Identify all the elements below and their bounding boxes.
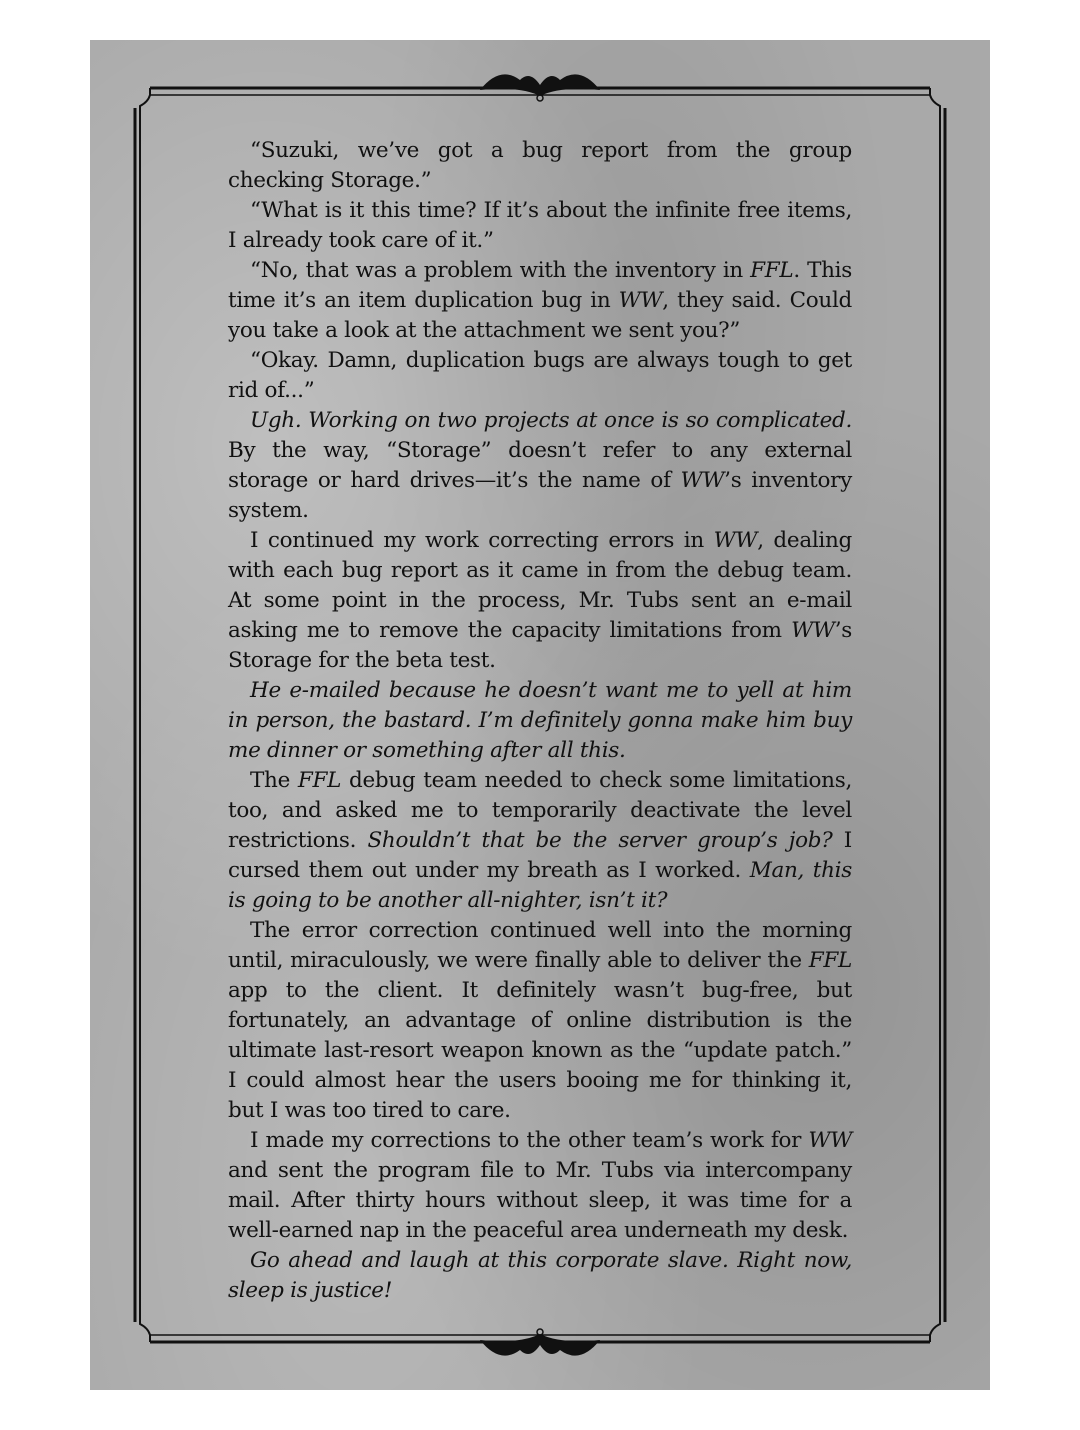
- italic-text: Go ahead and laugh at this corporate slave. Right now, sleep is justice!: [228, 1248, 852, 1303]
- paragraph: [228, 916, 852, 1126]
- text-run: I cursed them out under my breath as I worked.: [228, 828, 852, 883]
- italic-text: FFL: [297, 768, 342, 793]
- text-run: “Okay. Damn, duplication bugs are always tough to get rid of...”: [228, 348, 852, 403]
- paragraph: [228, 136, 852, 196]
- italic-text: Ugh. Working on two projects at once is so complicated.: [250, 408, 852, 433]
- top-flourish-icon: [480, 74, 600, 101]
- text-run: “What is it this time? If it’s about the infinite free items, I already took care of it.”: [228, 198, 852, 253]
- italic-text: FFL: [808, 948, 852, 973]
- italic-text: WW: [808, 1128, 852, 1153]
- italic-text: WW: [713, 528, 758, 553]
- text-run: I made my corrections to the other team’s work for: [250, 1128, 809, 1153]
- text-run: “No, that was a problem with the inventory in: [250, 258, 751, 283]
- text-run: The error correction continued well into the morning until, miraculously, we were finally able to deliver the: [228, 918, 852, 973]
- body-text: [228, 136, 852, 1306]
- text-run: app to the client. It definitely wasn’t bug-free, but fortunately, an advantage of online distribution is the ultimate last-resort weapon known as the “update patch.” I could almost hear the users booing me for thinking it, but I was too tired to care.: [228, 978, 852, 1123]
- paragraph: [228, 526, 852, 676]
- italic-text: WW: [791, 618, 835, 643]
- italic-text: WW: [680, 468, 725, 493]
- italic-text: Shouldn’t that be the server group’s job?: [367, 828, 833, 853]
- italic-text: FFL: [750, 258, 794, 283]
- text-run: “Suzuki, we’ve got a bug report from the group checking Storage.”: [228, 138, 852, 193]
- text-run: debug team needed to check some limitations, too, and asked me to temporarily deactivate the level restrictions.: [228, 768, 852, 853]
- text-run: By the way, “Storage” doesn’t refer to any external storage or hard drives—it’s the name of: [228, 438, 852, 493]
- paragraph: [228, 346, 852, 406]
- text-run: , they said. Could you take a look at the attachment we sent you?”: [228, 288, 853, 343]
- paragraph: [228, 766, 852, 916]
- italic-text: He e-mailed because he doesn’t want me to yell at him in person, the bastard. I’m definitely gonna make him buy me dinner or something after all this.: [228, 678, 852, 763]
- text-run: I continued my work correcting errors in: [250, 528, 714, 553]
- text-run: The: [250, 768, 298, 793]
- paragraph: [228, 1126, 852, 1246]
- paragraph: [228, 676, 852, 766]
- paragraph: [228, 406, 852, 526]
- text-run: and sent the program file to Mr. Tubs via intercompany mail. After thirty hours without sleep, it was time for a well-earned nap in the peaceful area underneath my desk.: [228, 1158, 852, 1243]
- text-run: ’s inventory system.: [228, 468, 852, 523]
- paragraph: [228, 1246, 852, 1306]
- paragraph: [228, 196, 852, 256]
- text-run: . This time it’s an item duplication bug in: [228, 258, 852, 313]
- italic-text: WW: [618, 288, 663, 313]
- paragraph: [228, 256, 852, 346]
- text-run: ’s Storage for the beta test.: [228, 618, 852, 673]
- text-run: , dealing with each bug report as it came in from the debug team. At some point in the process, Mr. Tubs sent an e-mail asking me to remove the capacity limitations from: [228, 528, 853, 643]
- italic-text: Man, this is going to be another all-nighter, isn’t it?: [228, 858, 852, 913]
- bottom-flourish-icon: [480, 1329, 600, 1356]
